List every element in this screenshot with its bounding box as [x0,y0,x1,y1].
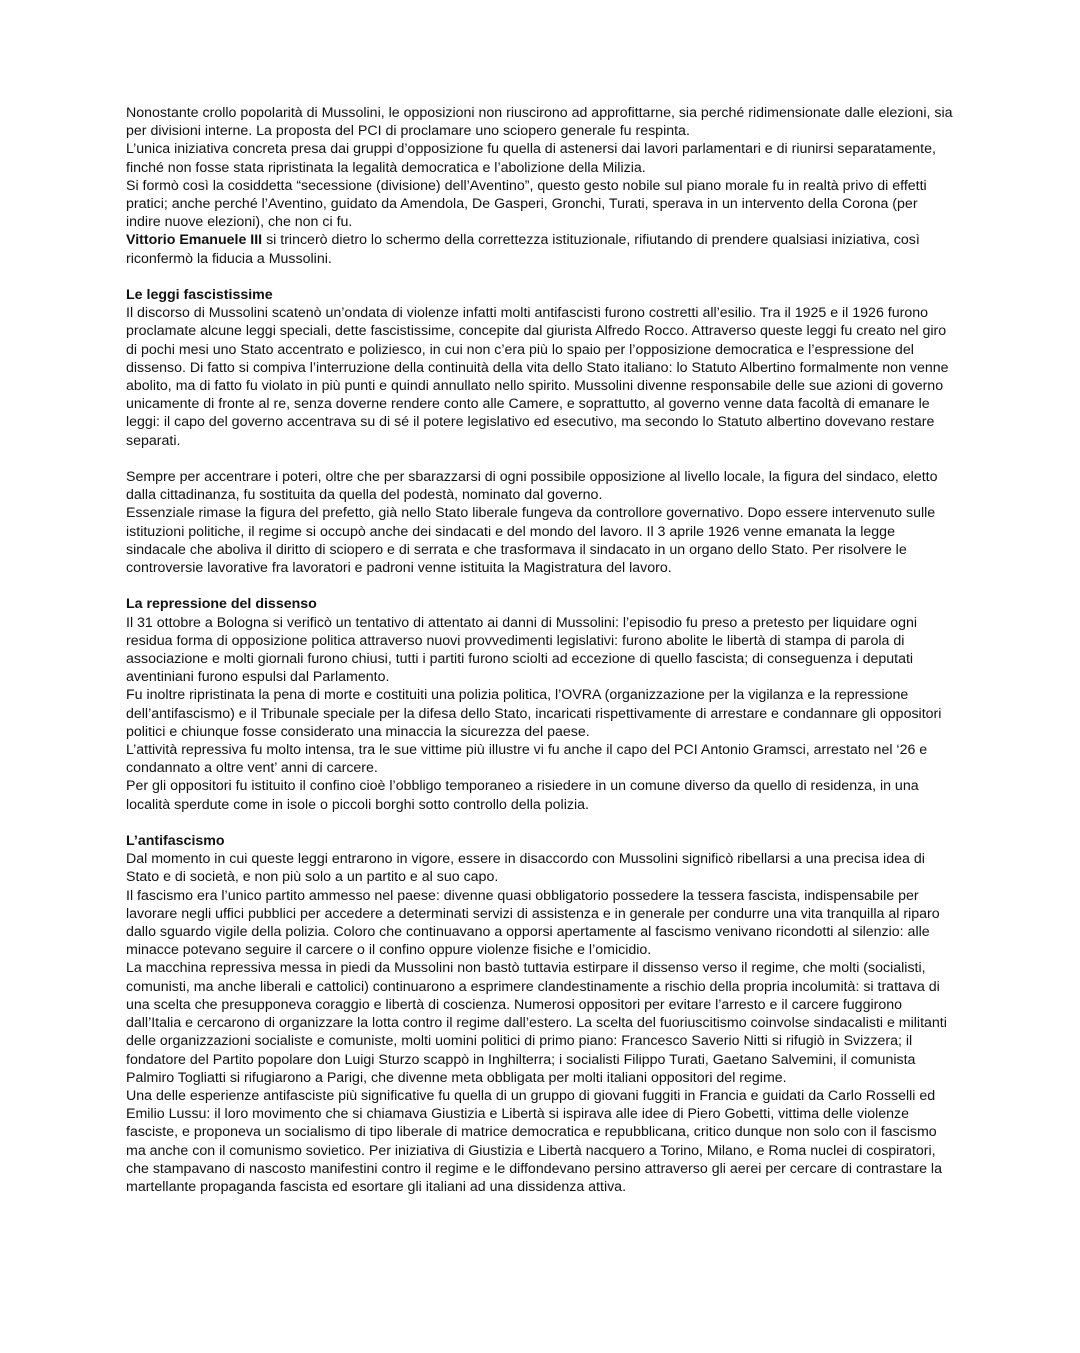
intro-paragraph-4 [126,231,956,267]
section-heading-antifascismo: L’antifascismo [126,833,225,850]
intro-paragraph-4-text: si trincerò dietro lo schermo della correttezza istituzionale, rifiutando di prendere qualsiasi iniziativa, così riconfermò la fiducia a Mussolini. [126,232,920,267]
section-heading-leggi-fascistissime: Le leggi fascistissime [126,287,273,304]
document-page [126,104,956,1196]
section1-paragraph-3: Essenziale rimase la figura del prefetto, già nello Stato liberale fungeva da controllore governativo. Dopo essere intervenuto sulle istituzioni politiche, il regime si occupò anche dei sindacati e del mondo del lavoro. Il 3 aprile 1926 venne emanata la legge sindacale che aboliva il diritto di sciopero e di serrata e che trasformava il sindacato in un organo dello Stato. Per risolvere le controversie lavorative fra lavoratori e padroni venne istituita la Magistratura del lavoro. [126,505,936,577]
intro-paragraph-2: L’unica iniziativa concreta presa dai gruppi d’opposizione fu quella di astenersi dai lavori parlamentari e di riunirsi separatamente, finché non fosse stata ripristinata la legalità democratica e l’abolizione della Milizia. [126,141,936,176]
spacer [126,814,956,832]
section3-paragraph-3: La macchina repressiva messa in piedi da Mussolini non bastò tuttavia estirpare il dissenso verso il regime, che molti (socialisti, comunisti, ma anche liberali e cattolici) continuarono a esprimere clandestinamente a rischio della propria incolumità: si trattava di una scelta che presupponeva coraggio e libertà di coscienza. Numerosi oppositori per evitare l’arresto e il carcere fuggirono dall’Italia e cercarono di organizzare la lotta contro il regime dall’estero. La scelta del fuoriuscitismo coinvolse sindacalisti e militanti delle organizzazioni socialiste e comuniste, molti uomini politici di primo piano: Francesco Saverio Nitti si rifugiò in Svizzera; il fondatore del Partito popolare don Luigi Sturzo scappò in Inghilterra; i socialisti Filippo Turati, Gaetano Salvemini, il comunista Palmiro Togliatti si rifugiarono a Parigi, che divenne meta obbligata per molti italiani oppositori del regime. [126,960,947,1086]
spacer [126,450,956,468]
spacer [126,577,956,595]
section3-paragraph-4: Una delle esperienze antifasciste più significative fu quella di un gruppo di giovani fuggiti in Francia e guidati da Carlo Rosselli ed Emilio Lussu: il loro movimento che si chiamava Giustizia e Libertà si ispirava alle idee di Piero Gobetti, vittima delle violenze fasciste, e proponeva un socialismo di tipo liberale di matrice democratica e repubblicana, critico dunque non solo con il fascismo ma anche con il comunismo sovietico. Per iniziativa di Giustizia e Libertà nacquero a Torino, Milano, e Roma nuclei di cospiratori, che stampavano di nascosto manifestini contro il regime e le diffondevano persino attraverso gli aerei per cercare di contrastare la martellante propaganda fascista ed esortare gli italiani ad una dissidenza attiva. [126,1087,942,1195]
section-heading-repressione-dissenso: La repressione del dissenso [126,596,317,613]
king-name: Vittorio Emanuele III [126,232,263,249]
section3-paragraph-2: Il fascismo era l’unico partito ammesso nel paese: divenne quasi obbligatorio possedere la tessera fascista, indispensabile per lavorare negli uffici pubblici per accedere a determinati servizi di assistenza e in generale per condurre una vita tranquilla al riparo dallo sguardo vigile della polizia. Coloro che continuavano a opporsi apertamente al fascismo venivano ricondotti al silenzio: alle minacce potevano seguire il carcere o il confino oppure violenze fisiche e l’omicidio. [126,887,940,959]
section3-paragraph-1: Dal momento in cui queste leggi entrarono in vigore, essere in disaccordo con Mussolini significò ribellarsi a una precisa idea di Stato e di società, e non più solo a un partito e al suo capo. [126,851,925,886]
spacer [126,268,956,286]
section2-paragraph-1: Il 31 ottobre a Bologna si verificò un tentativo di attentato ai danni di Mussolini: l’episodio fu preso a pretesto per liquidare ogni residua forma di opposizione politica attraverso nuovi provvedimenti legislativi: furono abolite le libertà di stampa di parola di associazione e molti giornali furono chiusi, tutti i partiti furono sciolti ad eccezione di quello fascista; di conseguenza i deputati aventiniani furono espulsi dal Parlamento. [126,614,918,686]
intro-paragraph-1: Nonostante crollo popolarità di Mussolini, le opposizioni non riuscirono ad approfittarne, sia perché ridimensionate dalle elezioni, sia per divisioni interne. La proposta del PCI di proclamare uno sciopero generale fu respinta. [126,105,953,140]
intro-paragraph-3: Si formò così la cosiddetta “secessione (divisione) dell’Aventino”, questo gesto nobile sul piano morale fu in realtà privo di effetti pratici; anche perché l’Aventino, guidato da Amendola, De Gasperi, Gronchi, Turati, sperava in un intervento della Corona (per indire nuove elezioni), che non ci fu. [126,177,927,231]
section2-paragraph-2: Fu inoltre ripristinata la pena di morte e costituiti una polizia politica, l’OVRA (organizzazione per la vigilanza e la repressione dell’antifascismo) e il Tribunale speciale per la difesa dello Stato, incaricati rispettivamente di arrestare e condannare gli oppositori politici e chiunque fosse considerato una minaccia la sicurezza del paese. [126,687,942,740]
section1-paragraph-1: Il discorso di Mussolini scatenò un’ondata di violenze infatti molti antifascisti furono costretti all’esilio. Tra il 1925 e il 1926 furono proclamate alcune leggi speciali, dette fascistissime, concepite dal giurista Alfredo Rocco. Attraverso queste leggi fu creato nel giro di pochi mesi uno Stato accentrato e poliziesco, in cui non c’era più lo spaio per l’opposizione democratica e l’espressione del dissenso. Di fatto si compiva l’interruzione della continuità della vita dello Stato italiano: lo Statuto Albertino formalmente non venne abolito, ma di fatto fu violato in più punti e quindi annullato nello spirito. Mussolini divenne responsabile delle sue azioni di governo unicamente di fronte al re, senza doverne rendere conto alle Camere, e soprattutto, al governo venne data facoltà di emanare le leggi: il capo del governo accentrava su di sé il potere legislativo ed esecutivo, ma secondo lo Statuto albertino dovevano restare separati. [126,305,949,449]
section2-paragraph-4: Per gli oppositori fu istituito il confino cioè l’obbligo temporaneo a risiedere in un comune diverso da quello di residenza, in una località sperdute come in isole o piccoli borghi sotto controllo della polizia. [126,778,919,813]
section2-paragraph-3: L’attività repressiva fu molto intensa, tra le sue vittime più illustre vi fu anche il capo del PCI Antonio Gramsci, arrestato nel ‘26 e condannato a oltre vent’ anni di carcere. [126,742,928,777]
section1-paragraph-2: Sempre per accentrare i poteri, oltre che per sbarazzarsi di ogni possibile opposizione al livello locale, la figura del sindaco, eletto dalla cittadinanza, fu sostituita da quella del podestà, nominato dal governo. [126,469,938,504]
